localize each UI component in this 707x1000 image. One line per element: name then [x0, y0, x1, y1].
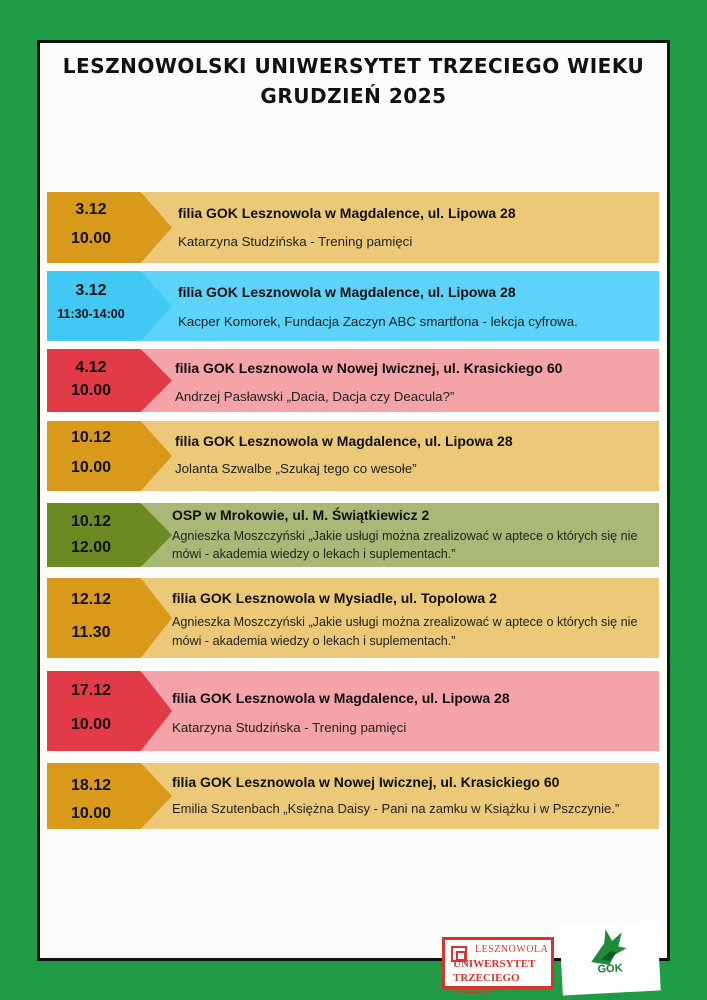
event-desc: Agnieszka Moszczyński „Jakie usługi można zrealizować w aptece o których się nie mówi - akademia wiedzy o lekach i suplementach.”	[172, 529, 638, 561]
event-time: 10.00	[70, 805, 112, 822]
event-row	[47, 421, 659, 491]
event-place: filia GOK Lesznowola w Magdalence, ul. Lipowa 28	[172, 690, 510, 706]
event-time: 10.00	[70, 382, 112, 399]
event-date: 3.12	[75, 201, 107, 218]
event-date: 4.12	[75, 359, 107, 376]
event-place: filia GOK Lesznowola w Nowej Iwicznej, ul. Krasickiego 60	[172, 774, 560, 790]
event-place: filia GOK Lesznowola w Magdalence, ul. Lipowa 28	[178, 284, 516, 300]
event-place: filia GOK Lesznowola w Nowej Iwicznej, ul. Krasickiego 60	[175, 360, 563, 376]
event-time: 11:30-14:00	[57, 307, 125, 321]
event-date: 17.12	[70, 682, 112, 699]
event-date: 10.12	[70, 429, 112, 446]
event-band	[142, 192, 659, 263]
event-date: 12.12	[70, 591, 112, 608]
poster-title: LESZNOWOLSKI UNIWERSYTET TRZECIEGO WIEKU	[62, 54, 645, 78]
uniwersytet-logo-line2: UNIWERSYTET	[453, 958, 536, 970]
event-time: 10.00	[70, 459, 112, 476]
event-desc: Katarzyna Studzińska - Trening pamięci	[178, 234, 413, 249]
event-desc: Andrzej Pasławski „Dacia, Dacja czy Deacula?”	[175, 389, 455, 404]
event-desc: Jolanta Szwalbe „Szukaj tego co wesołe”	[175, 461, 417, 476]
uniwersytet-logo	[442, 937, 554, 996]
gok-logo-text: GOK	[597, 962, 623, 976]
event-desc: Kacper Komorek, Fundacja Zaczyn ABC smartfona - lekcja cyfrowa.	[178, 314, 578, 329]
uniwersytet-logo-line1: LESZNOWOLA	[475, 944, 549, 955]
event-desc: Emilia Szutenbach „Księżna Daisy - Pani na zamku w Książku i w Pszczynie.”	[172, 801, 620, 816]
event-place: filia GOK Lesznowola w Magdalence, ul. Lipowa 28	[175, 433, 513, 449]
event-place: OSP w Mrokowie, ul. M. Świątkiewicz 2	[172, 507, 430, 523]
event-time: 10.00	[70, 230, 112, 247]
event-row	[47, 349, 659, 412]
event-row	[47, 192, 659, 263]
event-row	[47, 763, 659, 829]
event-date: 18.12	[70, 777, 112, 794]
event-band	[142, 671, 659, 751]
poster-subtitle: GRUDZIEŃ 2025	[260, 84, 447, 108]
event-desc: Agnieszka Moszczyński „Jakie usługi można zrealizować w aptece o których się nie mówi - akademia wiedzy o lekach i suplementach.”	[172, 615, 638, 648]
gok-logo	[559, 920, 661, 995]
uniwersytet-logo-line3: TRZECIEGO WIEKU	[453, 972, 520, 996]
event-row	[47, 271, 659, 341]
event-date: 3.12	[75, 282, 107, 299]
event-row	[47, 578, 659, 658]
event-row	[47, 503, 659, 567]
event-place: filia GOK Lesznowola w Mysiadle, ul. Topolowa 2	[172, 590, 497, 606]
event-date: 10.12	[70, 513, 112, 530]
event-row	[47, 671, 659, 751]
event-time: 11.30	[71, 624, 111, 641]
event-band	[142, 763, 659, 829]
event-desc: Katarzyna Studzińska - Trening pamięci	[172, 720, 407, 735]
event-band	[142, 421, 659, 491]
event-time: 10.00	[70, 716, 112, 733]
event-place: filia GOK Lesznowola w Magdalence, ul. Lipowa 28	[178, 205, 516, 221]
event-time: 12.00	[70, 539, 112, 556]
